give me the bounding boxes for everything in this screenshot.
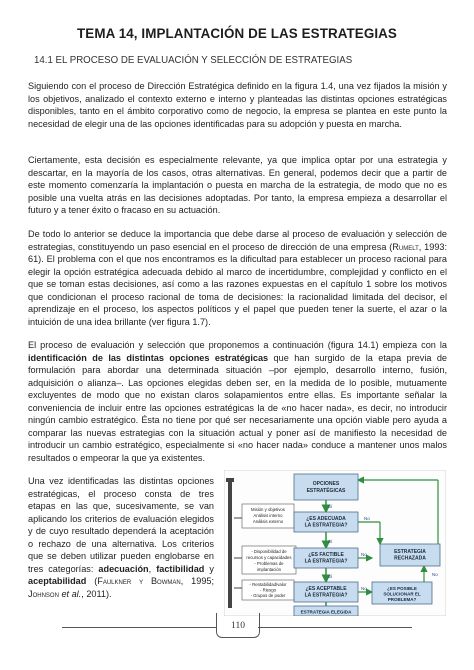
side2-line4: implantación — [256, 567, 282, 572]
paragraph-3 — [28, 228, 447, 328]
side1-line1: Misión y objetivos — [251, 507, 285, 512]
paragraph-3-text-b: , 1993: 61). El problema con el que nos encontramos es la dificultad para establecer un proceso racional para elegir la opción estratégica adecuada debido al marco de incertidumbre, complejidad y conflicto en el que se toman estas decisiones, así como a las razones expuestas en el capítulo 1 sobre los motivos que condicionan el proceso racional de toma de decisiones: la racionalidad limitada del decisor, el aprendizaje en el proceso, los aspectos políticos y el papel que pueden tener la suerte, el azar o la intuición de una idea brillante (ver figura 1.7). — [28, 241, 448, 327]
paragraph-2: Ciertamente, esta decisión es especialmente relevante, ya que implica optar por una estrategia y descartar, en la mayoría de los casos, otras alternativas. En general, podemos decir que a partir de este momento comenzaría la implantación o puesta en marcha de la estrategia, de modo que no es posible una vuelta atrás en las decisiones adoptadas. Por tanto, la empresa empieza a desarrollar el futuro y a tener éxito o fracaso en su actuación. — [28, 155, 447, 216]
separator: , — [148, 563, 157, 574]
paragraph-4 — [28, 339, 447, 464]
citation-rumelt: Rumelt — [392, 241, 419, 252]
figure-q2: ¿ES FACTIBLE LA ESTRATEGIA? — [304, 552, 348, 565]
paragraph-4-text-a: El proceso de evaluación y selección que proponemos a continuación (figura 14.1) empieza con la — [28, 340, 447, 350]
footer-rule-right — [258, 627, 412, 628]
label-no-1: No — [364, 516, 370, 521]
side2-line3: - Problemas de — [254, 561, 284, 566]
side1-line3: Análisis externo — [252, 519, 284, 524]
citation-end: , 2011). — [81, 588, 112, 599]
side3-line1: - Rentabilidad/valor — [249, 582, 287, 587]
figure-top-box: OPCIONES ESTRATÉGICAS — [306, 481, 346, 494]
citation-faulkner-bowman: Faulkner y Bowman — [97, 576, 181, 587]
strategy-selection-figure — [224, 470, 446, 616]
paragraph-3-text-a: De todo lo anterior se deduce la importancia que debe darse al proceso de evaluación y selección de estrategias, constituyendo un paso esencial en el proceso de dirección de una empresa ( — [28, 229, 447, 252]
paragraph-4-text-b: que han surgido de la etapa previa de formulación para abordar una determinada situación –por ejemplo, desarrollo interno, fusión, adquisición o alianza–. Las opciones elegidas deben ser, en la medida de lo posible, mutuamente excluyentes de modo que no existan claros solapamientos entre ellas. Es importante señalar la conveniencia de incluir entre las opciones estratégicas la de «no hacer nada», es decir, no introducir ningún cambio estratégico. Ésta no tiene por qué ser necesariamente una opción viable pero ayuda a comparar las nuevas estrategias con la situación actual y poner así de manifiesto la necesidad de introducir un cambio estratégico, especialmente si «no hacer nada» conduce a mantener unos malos resultados o empeorar la que ya existentes. — [28, 352, 447, 463]
figure-fix2: ¿ES POSIBLE SOLUCIONAR EL PROBLEMA? — [383, 586, 421, 602]
paragraph-5 — [28, 475, 214, 600]
side2-line2: recursos y capacidades — [246, 555, 292, 560]
paren-open: ( — [86, 576, 98, 587]
side2-line1: - Disponibilidad de — [251, 549, 287, 554]
label-si-1: Sí — [328, 504, 333, 509]
criterion-aceptabilidad: aceptabilidad — [28, 576, 87, 587]
citation-year: , 1995; — [180, 576, 214, 587]
et-al: et al. — [61, 588, 82, 599]
section-subtitle: 14.1 EL PROCESO DE EVALUACIÓN Y SELECCIÓN DE ESTRATEGIAS — [34, 55, 353, 66]
label-no-2: No — [361, 552, 367, 557]
figure-q1: ¿ES ADECUADA LA ESTRATEGIA? — [304, 516, 348, 529]
side3-line3: - Grupos de poder — [250, 593, 286, 598]
figure-chosen: ESTRATEGIA ELEGIDA — [300, 609, 352, 615]
criterion-factibilidad: factibilidad — [156, 563, 205, 574]
paragraph-4-bold: identificación de las distintas opciones estratégicas — [28, 352, 269, 363]
page-title: TEMA 14, IMPLANTACIÓN DE LAS ESTRATEGIAS — [77, 26, 397, 41]
figure-q3: ¿ES ACEPTABLE LA ESTRATEGIA? — [304, 586, 348, 599]
citation-johnson: Johnson — [28, 588, 59, 599]
side3-line2: - Riesgo — [259, 587, 277, 593]
label-no-4: No — [432, 572, 438, 577]
side1-line2: Análisis interno — [253, 513, 283, 518]
label-si-2: Sí — [328, 539, 333, 544]
page-number: 110 — [216, 613, 260, 638]
paragraph-1: Siguiendo con el proceso de Dirección Estratégica definido en la figura 1.4, una vez fijados la misión y los objetivos, analizado el contexto externo e interno y planteadas las distintas opciones estratégicas disponibles, tanto en el ámbito corporativo como de negocio, la empresa se plantea en este punto la necesidad de elegir una de las opciones identificadas para su adopción y puesta en marcha. — [28, 81, 447, 129]
separator: y — [204, 563, 214, 574]
label-no-3: No — [361, 586, 367, 591]
paragraph-5-text-a: Una vez identificadas las distintas opciones estratégicas, el proceso consta de tres etapas en las que, sucesivamente, se van aplicando los criterios de evaluación elegidos y de cuyo resultado dependerá la aceptación o rechazo de una alternativa. Los criterios que se deben utilizar pueden englobarse en tres categorías: — [28, 476, 214, 574]
footer-rule-left — [62, 627, 216, 628]
figure-rejected: ESTRATEGIA RECHAZADA — [394, 549, 426, 562]
criterion-adecuacion: adecuación — [98, 563, 149, 574]
label-si-3: Sí — [328, 574, 333, 579]
